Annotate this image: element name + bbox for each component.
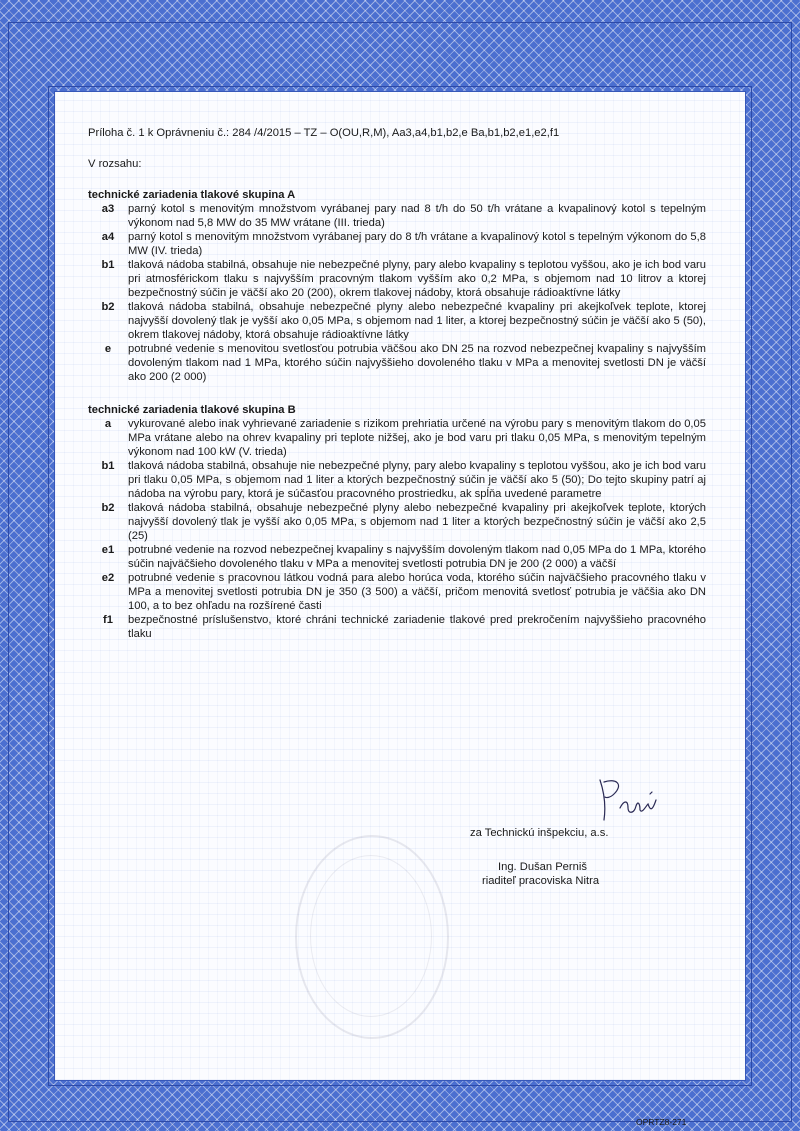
item-text: tlaková nádoba stabilná, obsahuje nie nebezpečné plyny, pary alebo kvapaliny s teplotou vyššou, ako je ich bod varu pri tlaku 0,05 MPa, s objemom nad 1 liter a ktorých bezpečnostný súčin je väčší ako 5 (50); Do tejto skupiny patrí aj nádoba na výrobu pary, ktorá je súčasťou pracovného prostriedku, ak spĺňa uvedené parametre xyxy=(128,460,706,500)
document-body xyxy=(88,126,706,641)
item-text: tlaková nádoba stabilná, obsahuje nebezpečné plyny alebo nebezpečné kvapaliny pri akejkoľvek teplote, ktorej najvyšší dovolený tlak je vyšší ako 0,05 MPa, s objemom nad 1 liter, a ktorej bezpečnostný súčin je väčší ako 5 (50), okrem tlakovej nádoby, ktorá obsahuje rádioaktívne látky xyxy=(128,301,706,341)
list-item xyxy=(88,459,706,501)
list-item xyxy=(88,258,706,300)
item-code: e1 xyxy=(101,544,115,556)
signatory-role: riaditeľ pracoviska Nitra xyxy=(482,875,600,887)
item-text: tlaková nádoba stabilná, obsahuje nebezpečné plyny alebo nebezpečné kvapaliny pri akejkoľvek teplote, ktorých najvyšší dovolený tlak je vyšší ako 0,05 MPa, s objemom nad 1 liter a ktorých bezpečnostný súčin je väčší ako 2,5 (25) xyxy=(128,502,706,542)
item-text: potrubné vedenie s menovitou svetlosťou potrubia väčšou ako DN 25 na rozvod nebezpečnej kvapaliny s najvyšším dovoleným tlakom nad 1 MPa, ktorého súčin najvyššieho dovoleného tlaku v MPa a menovitej svetlosti DN je väčší ako 200 (2 000) xyxy=(128,343,706,383)
item-text: vykurované alebo inak vyhrievané zariadenie s rizikom prehriatia určené na výrobu pary s menovitým tlakom do 0,05 MPa vrátane alebo na ohrev kvapaliny pri teplote nižšej, ako je bod varu pri tlaku 0,05 MPa, s menovitým tepelným výkonom nad 100 kW (V. trieda) xyxy=(128,418,706,458)
list-item xyxy=(88,417,706,459)
section-a-title: technické zariadenia tlakové skupina A xyxy=(88,189,296,201)
scope-heading: V rozsahu: xyxy=(88,158,142,170)
attachment-reference: Príloha č. 1 k Oprávneniu č.: 284 /4/2015 – TZ – O(OU,R,M), Aa3,a4,b1,b2,e Ba,b1,b2,e1,e2,f1 xyxy=(88,127,560,139)
item-code: b2 xyxy=(101,502,115,514)
item-code: a3 xyxy=(101,203,115,215)
section-b-title: technické zariadenia tlakové skupina B xyxy=(88,404,296,416)
item-code: a xyxy=(104,418,112,430)
item-text: parný kotol s menovitým množstvom vyrábanej pary nad 8 t/h do 50 t/h vrátane a kvapalinový kotol s tepelným výkonom nad 5,8 MW do 35 MW vrátane (III. trieda) xyxy=(128,203,706,229)
item-code: b1 xyxy=(101,460,115,472)
signatory-name: Ing. Dušan Perniš xyxy=(498,861,587,873)
item-text: parný kotol s menovitým množstvom vyrábanej pary do 8 t/h vrátane a kvapalinový kotol s tepelným výkonom do 5,8 MW (IV. trieda) xyxy=(128,231,706,257)
list-item xyxy=(88,230,706,258)
item-text: bezpečnostné príslušenstvo, ktoré chráni technické zariadenie tlakové pred prekročením najvyššieho pracovného tlaku xyxy=(128,614,706,640)
embossed-seal-inner-ring xyxy=(310,855,432,1017)
list-item xyxy=(88,300,706,342)
item-code: e xyxy=(104,343,112,355)
list-item xyxy=(88,613,706,641)
item-text: tlaková nádoba stabilná, obsahuje nie nebezpečné plyny, pary alebo kvapaliny s teplotou vyššou, ako je ich bod varu pri atmosférickom tlaku s najvyšším pracovným tlakom vyšším ako 0,2 MPa, s objemom nad 10 litrov a ktorej bezpečnostný súčin je väčší ako 20 (200), okrem tlakovej nádoby, ktorá obsahuje rádioaktívne látky xyxy=(128,259,706,299)
list-item xyxy=(88,202,706,230)
list-item xyxy=(88,571,706,613)
section-a-list xyxy=(88,202,706,384)
item-code: b2 xyxy=(101,301,115,313)
handwritten-signature xyxy=(590,770,670,830)
list-item xyxy=(88,543,706,571)
list-item xyxy=(88,501,706,543)
item-text: potrubné vedenie s pracovnou látkou vodná para alebo horúca voda, ktorého súčin najväčšieho pracovného tlaku v MPa a menovitej svetlosti potrubia DN je 350 (3 500) a väčší, pričom menovitá svetlosť potrubia je väčšia ako DN 100, a to bez ohľadu na rozšírené časti xyxy=(128,572,706,612)
item-code: f1 xyxy=(103,614,113,626)
list-item xyxy=(88,342,706,384)
form-code: OPRTZ8-271 xyxy=(636,1117,687,1127)
signature-organization: za Technickú inšpekciu, a.s. xyxy=(470,827,609,839)
section-b-list xyxy=(88,417,706,641)
item-code: a4 xyxy=(101,231,115,243)
item-code: e2 xyxy=(101,572,115,584)
item-text: potrubné vedenie na rozvod nebezpečnej kvapaliny s najvyšším dovoleným tlakom nad 0,05 MPa do 1 MPa, ktorého súčin najväčšieho dovoleného tlaku v MPa a menovitej svetlosti potrubia DN je 200 (2 000) a väčší xyxy=(128,544,706,570)
item-code: b1 xyxy=(101,259,115,271)
